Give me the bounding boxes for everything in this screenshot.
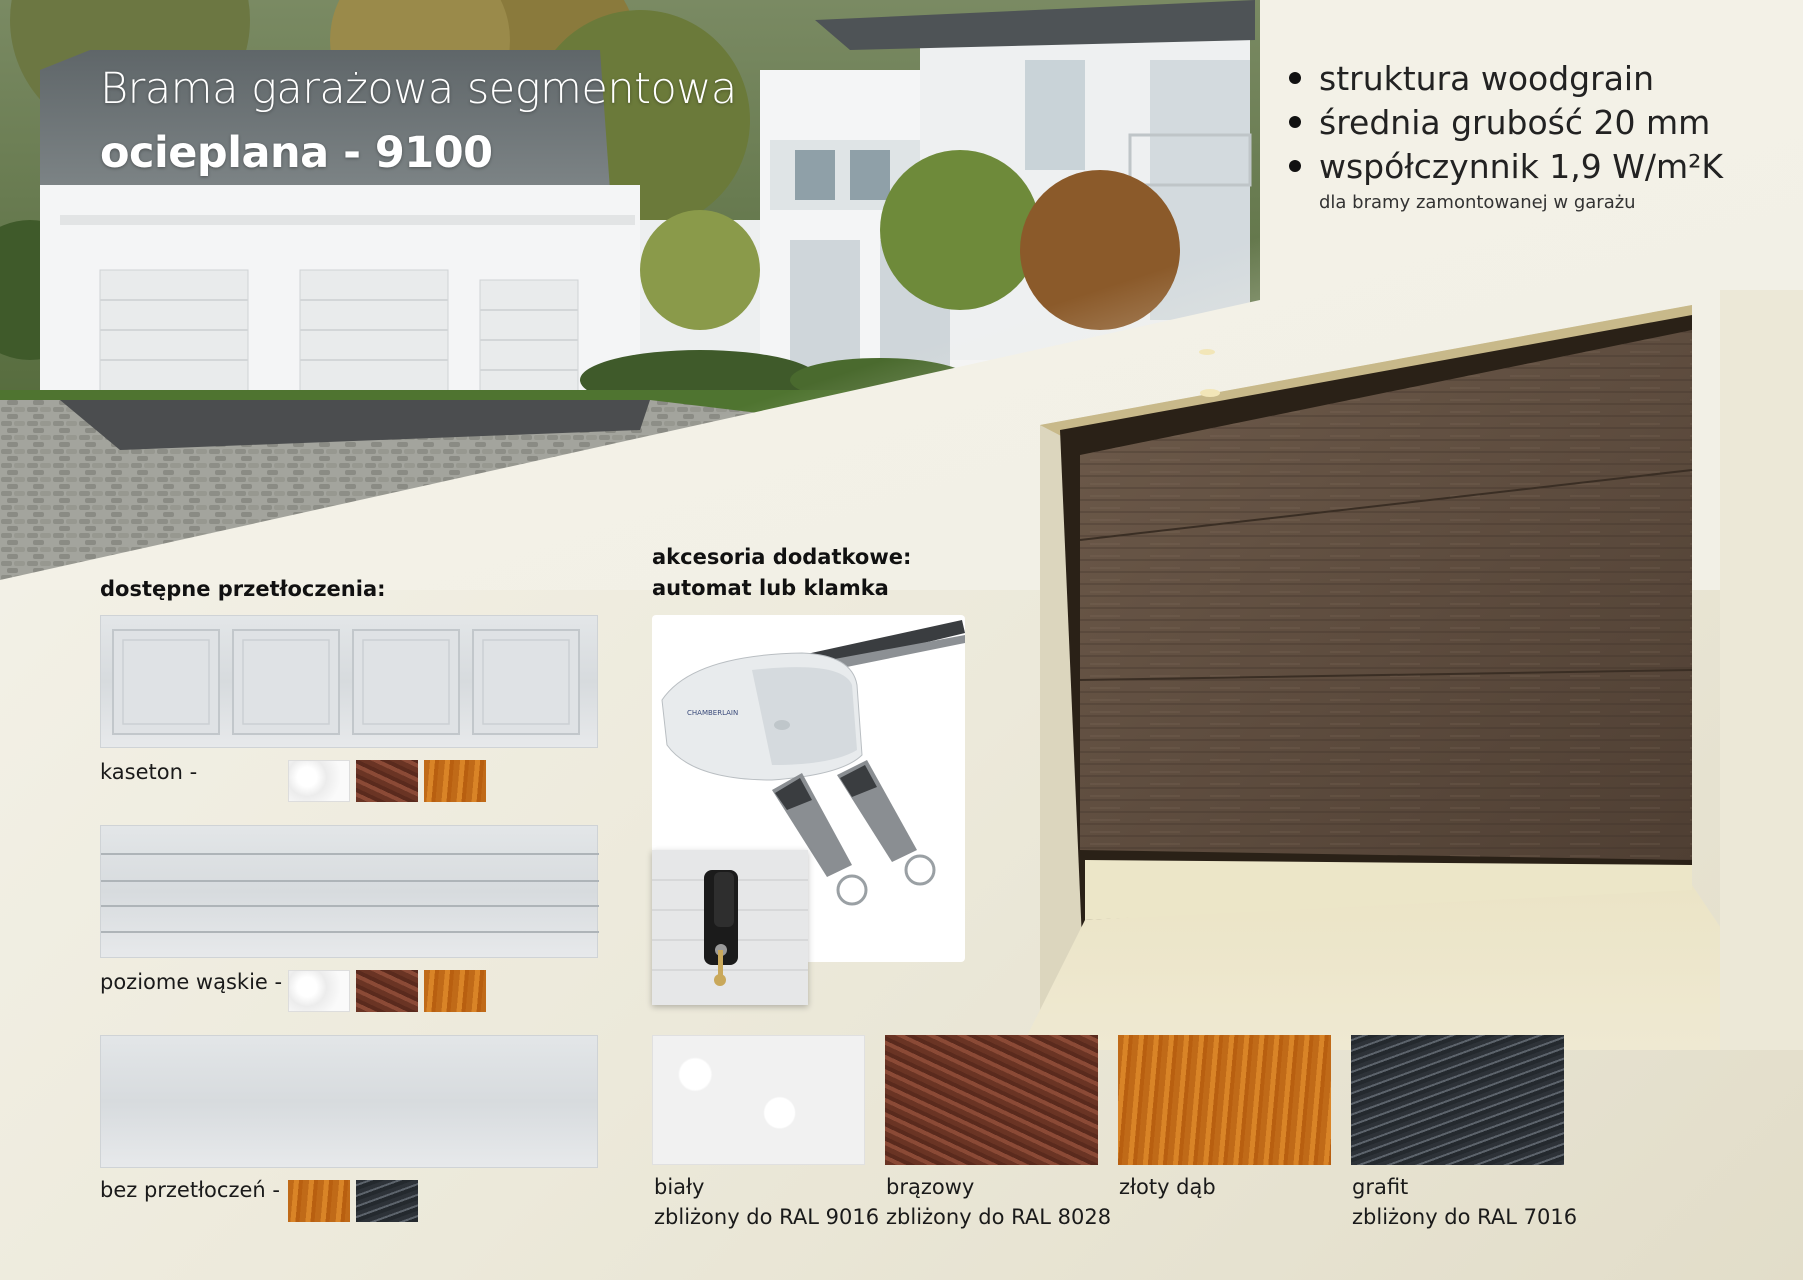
color-ral: zbliżony do RAL 7016	[1352, 1205, 1578, 1229]
accessories-heading-line1: akcesoria dodatkowe:	[652, 545, 912, 569]
bullet-icon	[1289, 72, 1301, 84]
color-label-white	[654, 1172, 879, 1232]
door-handle-photo	[652, 850, 808, 1005]
feature-item	[1285, 100, 1765, 144]
color-name: grafit	[1352, 1175, 1409, 1199]
color-label-brown	[886, 1172, 1111, 1232]
bullet-icon	[1289, 160, 1301, 172]
panel-label-bez-przetloczen: bez przetłoczeń -	[100, 1178, 280, 1202]
panel-bez-przetloczen	[100, 1035, 598, 1168]
remote-control-icon	[837, 760, 934, 884]
garage-door-illustration	[1020, 290, 1803, 1050]
feature-note: dla bramy zamontowanej w garażu	[1319, 192, 1636, 213]
color-label-golden-oak	[1119, 1172, 1216, 1202]
accessories-heading-line2: automat lub klamka	[652, 576, 889, 600]
panel-kaseton	[100, 615, 598, 748]
feature-text: współczynnik 1,9 W/m²K	[1319, 146, 1724, 186]
color-name: złoty dąb	[1119, 1175, 1216, 1199]
features-list	[1285, 56, 1765, 213]
feature-item	[1285, 144, 1765, 188]
swatch-white	[288, 760, 350, 802]
panel-label-kaseton: kaseton -	[100, 760, 198, 784]
color-name: biały	[654, 1175, 705, 1199]
swatch-golden-oak	[424, 970, 486, 1012]
color-ral: zbliżony do RAL 9016	[654, 1205, 880, 1229]
color-swatch-graphite	[1351, 1035, 1564, 1165]
swatch-golden-oak	[424, 760, 486, 802]
swatch-brown	[356, 760, 418, 802]
color-swatch-golden-oak	[1118, 1035, 1331, 1165]
panel-label-poziome-waskie: poziome wąskie -	[100, 970, 283, 994]
embossing-heading: dostępne przetłoczenia:	[100, 577, 386, 601]
color-name: brązowy	[886, 1175, 975, 1199]
swatch-graphite	[356, 1180, 418, 1222]
feature-text: średnia grubość 20 mm	[1319, 102, 1711, 142]
swatch-golden-oak	[288, 1180, 350, 1222]
page-title-line2: ocieplana - 9100	[100, 128, 493, 178]
swatch-white	[288, 970, 350, 1012]
color-label-graphite	[1352, 1172, 1577, 1232]
opener-brand-label: CHAMBERLAIN	[687, 709, 739, 717]
page-title-line1: Brama garażowa segmentowa	[100, 64, 737, 114]
swatch-brown	[356, 970, 418, 1012]
color-ral: zbliżony do RAL 8028	[886, 1205, 1112, 1229]
color-swatch-brown	[885, 1035, 1098, 1165]
feature-item	[1285, 56, 1765, 100]
bullet-icon	[1289, 116, 1301, 128]
feature-text: struktura woodgrain	[1319, 58, 1654, 98]
color-swatch-white	[652, 1035, 865, 1165]
panel-poziome-waskie	[100, 825, 598, 958]
